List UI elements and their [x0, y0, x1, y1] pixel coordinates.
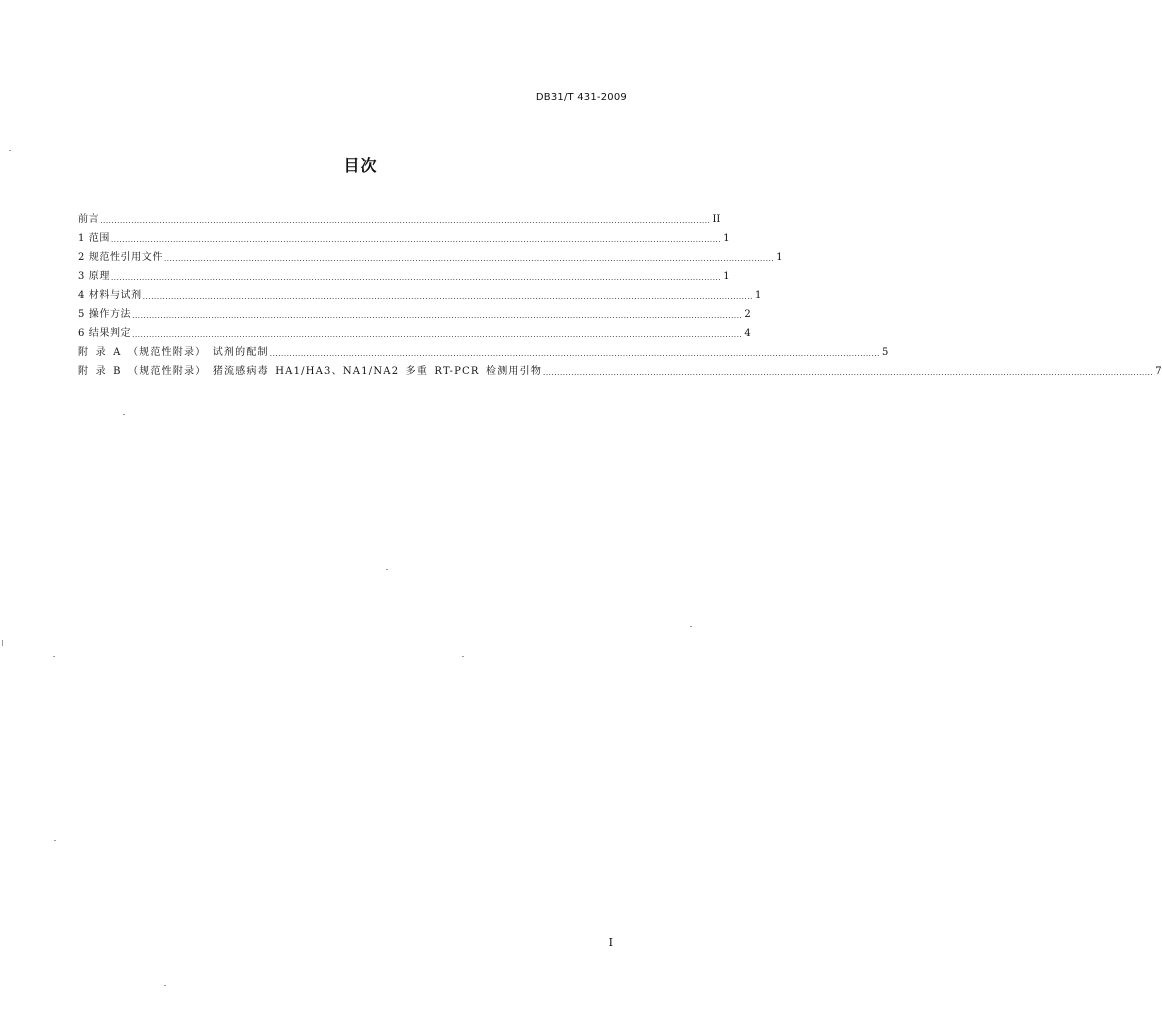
scan-speck	[386, 569, 388, 570]
page-number: I	[608, 936, 613, 949]
toc-entry-page: 7	[1155, 366, 1162, 377]
toc-entry-result-judgment[interactable]	[78, 321, 751, 340]
toc-leader-dots: ........................................................................................................................................................................................................................	[100, 217, 711, 225]
toc-entry-page: 4	[744, 328, 751, 339]
scan-speck	[54, 840, 56, 841]
toc-entry-page: 2	[744, 309, 751, 320]
toc-leader-dots: ........................................................................................................................................................................................................................	[269, 350, 880, 358]
toc-entry-appendix-b[interactable]	[78, 359, 1162, 378]
toc-entry-label: 6 结果判定	[78, 328, 132, 339]
scan-speck	[462, 656, 464, 657]
scan-speck	[9, 150, 11, 151]
toc-entry-appendix-a[interactable]	[78, 340, 889, 359]
toc-leader-dots: ........................................................................................................................................................................................................................	[110, 236, 722, 244]
scan-speck	[2, 640, 3, 646]
toc-entry-normative-references[interactable]	[78, 245, 783, 264]
toc-leader-dots: ........................................................................................................................................................................................................................	[543, 369, 1154, 377]
toc-leader-dots: ........................................................................................................................................................................................................................	[110, 274, 722, 282]
toc-entry-label: 前言	[78, 214, 100, 225]
toc-leader-dots: ........................................................................................................................................................................................................................	[132, 331, 743, 339]
toc-entry-scope[interactable]	[78, 226, 730, 245]
toc-entry-page: 1	[723, 271, 730, 282]
toc-entry-materials-reagents[interactable]	[78, 283, 762, 302]
toc-entry-operation-method[interactable]	[78, 302, 751, 321]
toc-entry-page: 1	[754, 290, 762, 301]
toc-entry-label: 4 材料与试剂	[78, 290, 142, 301]
scan-speck	[53, 656, 55, 657]
toc-entry-page: 1	[776, 252, 783, 263]
toc-entry-label: 3 原理	[78, 271, 110, 282]
toc-title: 目次	[343, 156, 378, 175]
toc-entry-label: 5 操作方法	[78, 309, 132, 320]
toc-entry-page: 1	[723, 233, 730, 244]
toc-entry-label: 2 规范性引用文件	[78, 252, 163, 263]
toc-leader-dots: ........................................................................................................................................................................................................................	[132, 312, 743, 320]
scan-speck	[690, 626, 692, 627]
table-of-contents	[78, 207, 1162, 378]
scan-speck	[123, 414, 125, 415]
toc-leader-dots: ........................................................................................................................................................................................................................	[142, 293, 753, 301]
scan-speck	[164, 985, 166, 986]
toc-entry-principle[interactable]	[78, 264, 730, 283]
toc-entry-page: 5	[881, 347, 889, 358]
toc-entry-label: 附 录 B （规范性附录） 猪流感病毒 HA1/HA3、NA1/NA2 多重 RT-PCR 检测用引物	[78, 366, 543, 377]
toc-entry-page: II	[712, 214, 721, 225]
document-code: DB31/T 431-2009	[535, 92, 627, 103]
toc-leader-dots: ........................................................................................................................................................................................................................	[163, 255, 775, 263]
toc-entry-foreword[interactable]	[78, 207, 721, 226]
toc-entry-label: 1 范围	[78, 233, 110, 244]
toc-entry-label: 附 录 A （规范性附录） 试剂的配制	[78, 347, 269, 358]
